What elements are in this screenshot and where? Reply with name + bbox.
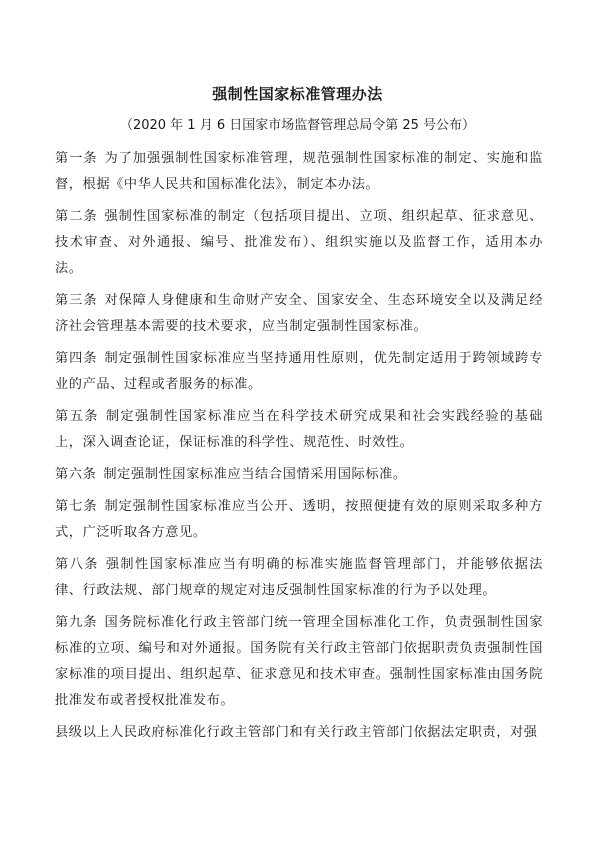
article-text: 制定强制性国家标准应当在科学技术研究成果和社会实践经验的基础上，深入调查论证，保证标准的科学性、规范性、时效性。 [55,409,543,450]
article-text: 制定强制性国家标准应当结合国情采用国际标准。 [103,467,407,482]
article-2 [55,204,543,282]
article-text: 国务院标准化行政主管部门统一管理全国标准化工作，负责强制性国家标准的立项、编号和对外通报。国务院有关行政主管部门依据职责负责强制性国家标准的项目提出、组织起草、征求意见和技术审查。强制性国家标准由国务院批准发布或者授权批准发布。 [55,615,543,708]
article-text: 强制性国家标准的制定（包括项目提出、立项、组织起草、征求意见、技术审查、对外通报、编号、批准发布）、组织实施以及监督工作，适用本办法。 [55,209,543,276]
article-6 [55,462,543,488]
document-subtitle: （2020 年 1 月 6 日国家市场监督管理总局令第 25 号公布） [119,118,476,133]
article-number: 第六条 [55,467,97,482]
article-9 [55,610,543,714]
document-body [55,146,543,752]
article-number: 第五条 [55,409,99,424]
article-8 [55,552,543,604]
article-3 [55,288,543,340]
article-text: 强制性国家标准应当有明确的标准实施监督管理部门，并能够依据法律、行政法规、部门规章的规定对违反强制性国家标准的行为予以处理。 [55,557,543,598]
article-4 [55,346,543,398]
article-1 [55,146,543,198]
article-text: 县级以上人民政府标准化行政主管部门和有关行政主管部门依据法定职责，对强 [55,725,538,740]
article-number: 第三条 [55,293,98,308]
article-text: 制定强制性国家标准应当公开、透明，按照便捷有效的原则采取多种方式，广泛听取各方意见。 [55,499,543,540]
article-number: 第九条 [55,615,98,630]
article-text: 制定强制性国家标准应当坚持通用性原则，优先制定适用于跨领域跨专业的产品、过程或者服务的标准。 [55,351,543,392]
article-7 [55,494,543,546]
article-text: 对保障人身健康和生命财产安全、国家安全、生态环境安全以及满足经济社会管理基本需要的技术要求，应当制定强制性国家标准。 [55,293,543,334]
article-number: 第二条 [55,209,98,224]
article-number: 第一条 [55,151,98,166]
article-number: 第七条 [55,499,98,514]
document-title: 强制性国家标准管理办法 [212,85,383,103]
article-5 [55,404,543,456]
article-text: 为了加强强制性国家标准管理，规范强制性国家标准的制定、实施和监督，根据《中华人民共和国标准化法》，制定本办法。 [55,151,543,192]
article-number: 第八条 [55,557,99,572]
article-number: 第四条 [55,351,98,366]
article-9-continued [55,720,543,746]
